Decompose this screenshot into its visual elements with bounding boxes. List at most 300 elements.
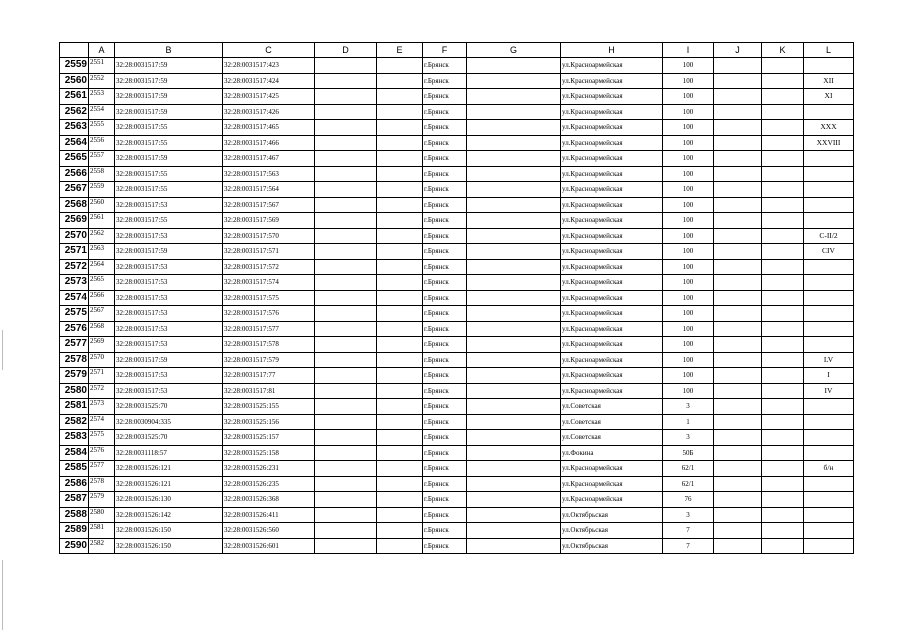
cell-l[interactable] <box>804 197 854 213</box>
cell-j[interactable] <box>714 135 762 151</box>
cell-l[interactable] <box>804 275 854 291</box>
cell-c[interactable]: 32:28:0031517:578 <box>223 337 315 353</box>
cell-l[interactable]: LV <box>804 352 854 368</box>
cell-a[interactable]: 2575 <box>89 430 115 446</box>
cell-f[interactable]: г.Брянск <box>423 104 467 120</box>
cell-i[interactable]: 7 <box>663 538 714 554</box>
cell-f[interactable]: г.Брянск <box>423 321 467 337</box>
cell-h[interactable]: ул.Красноармейская <box>561 290 663 306</box>
cell-i[interactable]: 100 <box>663 58 714 74</box>
cell-h[interactable]: ул.Красноармейская <box>561 166 663 182</box>
cell-k[interactable] <box>762 259 804 275</box>
cell-a[interactable]: 2577 <box>89 461 115 477</box>
cell-l[interactable] <box>804 492 854 508</box>
cell-j[interactable] <box>714 120 762 136</box>
cell-d[interactable] <box>315 58 377 74</box>
column-header-b[interactable]: B <box>115 43 223 58</box>
cell-e[interactable] <box>377 120 423 136</box>
cell-h[interactable]: ул.Красноармейская <box>561 213 663 229</box>
cell-b[interactable]: 32:28:0031517:53 <box>115 383 223 399</box>
row-number[interactable]: 2564 <box>60 135 89 151</box>
cell-l[interactable] <box>804 166 854 182</box>
cell-d[interactable] <box>315 89 377 105</box>
cell-g[interactable] <box>467 89 561 105</box>
cell-d[interactable] <box>315 538 377 554</box>
cell-h[interactable]: ул.Красноармейская <box>561 244 663 260</box>
cell-h[interactable]: ул.Красноармейская <box>561 151 663 167</box>
cell-l[interactable]: C-II/2 <box>804 228 854 244</box>
cell-b[interactable]: 32:28:0031517:59 <box>115 89 223 105</box>
cell-i[interactable]: 100 <box>663 135 714 151</box>
cell-e[interactable] <box>377 151 423 167</box>
cell-f[interactable]: г.Брянск <box>423 352 467 368</box>
cell-g[interactable] <box>467 104 561 120</box>
cell-g[interactable] <box>467 321 561 337</box>
cell-c[interactable]: 32:28:0031526:231 <box>223 461 315 477</box>
cell-l[interactable]: I <box>804 368 854 384</box>
cell-a[interactable]: 2574 <box>89 414 115 430</box>
cell-i[interactable]: 100 <box>663 321 714 337</box>
cell-l[interactable]: XI <box>804 89 854 105</box>
cell-h[interactable]: ул.Красноармейская <box>561 120 663 136</box>
row-number[interactable]: 2569 <box>60 213 89 229</box>
cell-k[interactable] <box>762 352 804 368</box>
cell-f[interactable]: г.Брянск <box>423 507 467 523</box>
cell-g[interactable] <box>467 461 561 477</box>
cell-j[interactable] <box>714 73 762 89</box>
cell-b[interactable]: 32:28:0031517:53 <box>115 368 223 384</box>
cell-a[interactable]: 2571 <box>89 368 115 384</box>
cell-k[interactable] <box>762 476 804 492</box>
cell-i[interactable]: 7 <box>663 523 714 539</box>
cell-f[interactable]: г.Брянск <box>423 383 467 399</box>
cell-h[interactable]: ул.Красноармейская <box>561 275 663 291</box>
cell-a[interactable]: 2554 <box>89 104 115 120</box>
cell-b[interactable]: 32:28:0031526:142 <box>115 507 223 523</box>
cell-c[interactable]: 32:28:0031526:235 <box>223 476 315 492</box>
cell-c[interactable]: 32:28:0031517:424 <box>223 73 315 89</box>
cell-l[interactable] <box>804 290 854 306</box>
cell-h[interactable]: ул.Советская <box>561 399 663 415</box>
cell-a[interactable]: 2551 <box>89 58 115 74</box>
cell-i[interactable]: 100 <box>663 275 714 291</box>
cell-d[interactable] <box>315 492 377 508</box>
cell-a[interactable]: 2556 <box>89 135 115 151</box>
row-number[interactable]: 2568 <box>60 197 89 213</box>
cell-d[interactable] <box>315 352 377 368</box>
cell-h[interactable]: ул.Красноармейская <box>561 58 663 74</box>
cell-e[interactable] <box>377 58 423 74</box>
row-number[interactable]: 2582 <box>60 414 89 430</box>
row-number[interactable]: 2586 <box>60 476 89 492</box>
row-number[interactable]: 2585 <box>60 461 89 477</box>
cell-l[interactable] <box>804 445 854 461</box>
row-number[interactable]: 2578 <box>60 352 89 368</box>
row-number[interactable]: 2589 <box>60 523 89 539</box>
cell-j[interactable] <box>714 213 762 229</box>
cell-f[interactable]: г.Брянск <box>423 166 467 182</box>
cell-b[interactable]: 32:28:0031525:70 <box>115 430 223 446</box>
cell-i[interactable]: 100 <box>663 151 714 167</box>
cell-g[interactable] <box>467 337 561 353</box>
cell-j[interactable] <box>714 399 762 415</box>
cell-g[interactable] <box>467 445 561 461</box>
cell-c[interactable]: 32:28:0031517:563 <box>223 166 315 182</box>
cell-g[interactable] <box>467 523 561 539</box>
cell-a[interactable]: 2581 <box>89 523 115 539</box>
cell-f[interactable]: г.Брянск <box>423 182 467 198</box>
cell-e[interactable] <box>377 259 423 275</box>
cell-k[interactable] <box>762 445 804 461</box>
cell-i[interactable]: 100 <box>663 306 714 322</box>
cell-d[interactable] <box>315 166 377 182</box>
column-header-j[interactable]: J <box>714 43 762 58</box>
cell-g[interactable] <box>467 166 561 182</box>
cell-i[interactable]: 100 <box>663 368 714 384</box>
cell-g[interactable] <box>467 290 561 306</box>
cell-k[interactable] <box>762 523 804 539</box>
cell-d[interactable] <box>315 228 377 244</box>
cell-k[interactable] <box>762 89 804 105</box>
cell-b[interactable]: 32:28:0031526:150 <box>115 523 223 539</box>
cell-k[interactable] <box>762 383 804 399</box>
row-number[interactable]: 2584 <box>60 445 89 461</box>
corner-header[interactable] <box>60 43 89 58</box>
cell-j[interactable] <box>714 507 762 523</box>
cell-g[interactable] <box>467 197 561 213</box>
cell-a[interactable]: 2582 <box>89 538 115 554</box>
cell-j[interactable] <box>714 461 762 477</box>
cell-h[interactable]: ул.Красноармейская <box>561 228 663 244</box>
cell-d[interactable] <box>315 135 377 151</box>
cell-f[interactable]: г.Брянск <box>423 89 467 105</box>
cell-b[interactable]: 32:28:0031517:55 <box>115 166 223 182</box>
cell-e[interactable] <box>377 275 423 291</box>
cell-d[interactable] <box>315 182 377 198</box>
cell-c[interactable]: 32:28:0031517:466 <box>223 135 315 151</box>
row-number[interactable]: 2562 <box>60 104 89 120</box>
cell-h[interactable]: ул.Октябрьская <box>561 507 663 523</box>
cell-l[interactable] <box>804 399 854 415</box>
cell-k[interactable] <box>762 244 804 260</box>
cell-d[interactable] <box>315 430 377 446</box>
cell-b[interactable]: 32:28:0031517:53 <box>115 259 223 275</box>
cell-g[interactable] <box>467 476 561 492</box>
cell-c[interactable]: 32:28:0031517:575 <box>223 290 315 306</box>
cell-g[interactable] <box>467 399 561 415</box>
cell-l[interactable] <box>804 182 854 198</box>
row-number[interactable]: 2588 <box>60 507 89 523</box>
cell-c[interactable]: 32:28:0031526:601 <box>223 538 315 554</box>
row-number[interactable]: 2574 <box>60 290 89 306</box>
cell-g[interactable] <box>467 151 561 167</box>
cell-b[interactable]: 32:28:0031517:59 <box>115 58 223 74</box>
cell-k[interactable] <box>762 492 804 508</box>
column-header-f[interactable]: F <box>423 43 467 58</box>
cell-d[interactable] <box>315 290 377 306</box>
cell-l[interactable]: б/н <box>804 461 854 477</box>
cell-j[interactable] <box>714 244 762 260</box>
cell-b[interactable]: 32:28:0031517:53 <box>115 337 223 353</box>
cell-k[interactable] <box>762 182 804 198</box>
cell-d[interactable] <box>315 104 377 120</box>
cell-b[interactable]: 32:28:0031517:59 <box>115 73 223 89</box>
row-number[interactable]: 2577 <box>60 337 89 353</box>
cell-b[interactable]: 32:28:0031517:53 <box>115 321 223 337</box>
column-header-d[interactable]: D <box>315 43 377 58</box>
cell-i[interactable]: 100 <box>663 228 714 244</box>
cell-a[interactable]: 2553 <box>89 89 115 105</box>
cell-j[interactable] <box>714 182 762 198</box>
cell-a[interactable]: 2564 <box>89 259 115 275</box>
cell-g[interactable] <box>467 306 561 322</box>
cell-g[interactable] <box>467 120 561 136</box>
cell-d[interactable] <box>315 151 377 167</box>
cell-a[interactable]: 2573 <box>89 399 115 415</box>
cell-i[interactable]: 100 <box>663 120 714 136</box>
cell-e[interactable] <box>377 244 423 260</box>
cell-b[interactable]: 32:28:0031517:53 <box>115 228 223 244</box>
cell-f[interactable]: г.Брянск <box>423 368 467 384</box>
cell-g[interactable] <box>467 244 561 260</box>
cell-k[interactable] <box>762 461 804 477</box>
cell-g[interactable] <box>467 414 561 430</box>
cell-h[interactable]: ул.Красноармейская <box>561 321 663 337</box>
cell-g[interactable] <box>467 213 561 229</box>
row-number[interactable]: 2561 <box>60 89 89 105</box>
row-number[interactable]: 2570 <box>60 228 89 244</box>
cell-e[interactable] <box>377 290 423 306</box>
cell-c[interactable]: 32:28:0031517:571 <box>223 244 315 260</box>
cell-b[interactable]: 32:28:0031517:53 <box>115 197 223 213</box>
cell-c[interactable]: 32:28:0031517:574 <box>223 275 315 291</box>
cell-j[interactable] <box>714 368 762 384</box>
cell-b[interactable]: 32:28:0031517:53 <box>115 306 223 322</box>
cell-b[interactable]: 32:28:0031517:55 <box>115 213 223 229</box>
cell-j[interactable] <box>714 414 762 430</box>
cell-f[interactable]: г.Брянск <box>423 399 467 415</box>
row-number[interactable]: 2583 <box>60 430 89 446</box>
cell-b[interactable]: 32:28:0031517:59 <box>115 352 223 368</box>
cell-c[interactable]: 32:28:0031517:564 <box>223 182 315 198</box>
cell-h[interactable]: ул.Октябрьская <box>561 523 663 539</box>
cell-l[interactable] <box>804 523 854 539</box>
cell-e[interactable] <box>377 538 423 554</box>
cell-k[interactable] <box>762 213 804 229</box>
cell-a[interactable]: 2559 <box>89 182 115 198</box>
cell-f[interactable]: г.Брянск <box>423 275 467 291</box>
row-number[interactable]: 2580 <box>60 383 89 399</box>
cell-h[interactable]: ул.Красноармейская <box>561 492 663 508</box>
cell-c[interactable]: 32:28:0031517:426 <box>223 104 315 120</box>
cell-c[interactable]: 32:28:0031517:572 <box>223 259 315 275</box>
cell-h[interactable]: ул.Красноармейская <box>561 73 663 89</box>
cell-e[interactable] <box>377 507 423 523</box>
cell-g[interactable] <box>467 368 561 384</box>
row-number[interactable]: 2566 <box>60 166 89 182</box>
row-number[interactable]: 2565 <box>60 151 89 167</box>
cell-e[interactable] <box>377 476 423 492</box>
cell-e[interactable] <box>377 228 423 244</box>
cell-i[interactable]: 100 <box>663 182 714 198</box>
cell-d[interactable] <box>315 120 377 136</box>
row-number[interactable]: 2567 <box>60 182 89 198</box>
cell-b[interactable]: 32:28:0031526:150 <box>115 538 223 554</box>
cell-g[interactable] <box>467 352 561 368</box>
cell-b[interactable]: 32:28:0031517:59 <box>115 151 223 167</box>
row-number[interactable]: 2560 <box>60 73 89 89</box>
cell-k[interactable] <box>762 73 804 89</box>
cell-a[interactable]: 2562 <box>89 228 115 244</box>
cell-b[interactable]: 32:28:0031526:121 <box>115 476 223 492</box>
cell-j[interactable] <box>714 197 762 213</box>
cell-j[interactable] <box>714 352 762 368</box>
cell-g[interactable] <box>467 275 561 291</box>
cell-i[interactable]: 100 <box>663 197 714 213</box>
cell-f[interactable]: г.Брянск <box>423 290 467 306</box>
cell-i[interactable]: 62/1 <box>663 476 714 492</box>
cell-e[interactable] <box>377 368 423 384</box>
cell-l[interactable] <box>804 151 854 167</box>
row-number[interactable]: 2587 <box>60 492 89 508</box>
cell-l[interactable]: IV <box>804 383 854 399</box>
cell-i[interactable]: 100 <box>663 259 714 275</box>
cell-j[interactable] <box>714 538 762 554</box>
cell-k[interactable] <box>762 368 804 384</box>
cell-g[interactable] <box>467 135 561 151</box>
cell-j[interactable] <box>714 337 762 353</box>
cell-h[interactable]: ул.Красноармейская <box>561 461 663 477</box>
cell-g[interactable] <box>467 259 561 275</box>
cell-l[interactable]: XXVIII <box>804 135 854 151</box>
cell-e[interactable] <box>377 166 423 182</box>
cell-b[interactable]: 32:28:0031517:53 <box>115 290 223 306</box>
cell-e[interactable] <box>377 461 423 477</box>
cell-c[interactable]: 32:28:0031517:467 <box>223 151 315 167</box>
cell-g[interactable] <box>467 383 561 399</box>
cell-c[interactable]: 32:28:0031525:156 <box>223 414 315 430</box>
column-header-h[interactable]: H <box>561 43 663 58</box>
cell-k[interactable] <box>762 275 804 291</box>
cell-k[interactable] <box>762 538 804 554</box>
cell-e[interactable] <box>377 492 423 508</box>
cell-d[interactable] <box>315 306 377 322</box>
cell-e[interactable] <box>377 104 423 120</box>
cell-j[interactable] <box>714 166 762 182</box>
cell-j[interactable] <box>714 58 762 74</box>
cell-k[interactable] <box>762 399 804 415</box>
cell-d[interactable] <box>315 523 377 539</box>
cell-e[interactable] <box>377 197 423 213</box>
cell-d[interactable] <box>315 368 377 384</box>
cell-i[interactable]: 100 <box>663 213 714 229</box>
cell-d[interactable] <box>315 259 377 275</box>
column-header-g[interactable]: G <box>467 43 561 58</box>
cell-a[interactable]: 2570 <box>89 352 115 368</box>
cell-l[interactable] <box>804 104 854 120</box>
cell-b[interactable]: 32:28:0031517:55 <box>115 182 223 198</box>
cell-k[interactable] <box>762 135 804 151</box>
cell-f[interactable]: г.Брянск <box>423 461 467 477</box>
cell-a[interactable]: 2557 <box>89 151 115 167</box>
cell-e[interactable] <box>377 73 423 89</box>
cell-h[interactable]: ул.Красноармейская <box>561 306 663 322</box>
cell-f[interactable]: г.Брянск <box>423 151 467 167</box>
cell-j[interactable] <box>714 89 762 105</box>
cell-a[interactable]: 2580 <box>89 507 115 523</box>
cell-h[interactable]: ул.Советская <box>561 430 663 446</box>
column-header-i[interactable]: I <box>663 43 714 58</box>
cell-e[interactable] <box>377 430 423 446</box>
cell-c[interactable]: 32:28:0031517:423 <box>223 58 315 74</box>
cell-e[interactable] <box>377 89 423 105</box>
row-number[interactable]: 2579 <box>60 368 89 384</box>
cell-g[interactable] <box>467 58 561 74</box>
cell-d[interactable] <box>315 73 377 89</box>
cell-a[interactable]: 2552 <box>89 73 115 89</box>
cell-h[interactable]: ул.Красноармейская <box>561 352 663 368</box>
cell-j[interactable] <box>714 492 762 508</box>
cell-f[interactable]: г.Брянск <box>423 244 467 260</box>
row-number[interactable]: 2559 <box>60 58 89 74</box>
cell-h[interactable]: ул.Красноармейская <box>561 383 663 399</box>
cell-j[interactable] <box>714 290 762 306</box>
cell-i[interactable]: 62/1 <box>663 461 714 477</box>
cell-k[interactable] <box>762 507 804 523</box>
cell-i[interactable]: 100 <box>663 73 714 89</box>
cell-h[interactable]: ул.Октябрьская <box>561 538 663 554</box>
cell-e[interactable] <box>377 399 423 415</box>
cell-l[interactable]: XII <box>804 73 854 89</box>
cell-k[interactable] <box>762 290 804 306</box>
cell-i[interactable]: 3 <box>663 399 714 415</box>
cell-i[interactable]: 76 <box>663 492 714 508</box>
cell-d[interactable] <box>315 337 377 353</box>
cell-d[interactable] <box>315 476 377 492</box>
cell-l[interactable] <box>804 213 854 229</box>
cell-c[interactable]: 32:28:0031525:157 <box>223 430 315 446</box>
row-number[interactable]: 2571 <box>60 244 89 260</box>
cell-i[interactable]: 100 <box>663 290 714 306</box>
cell-b[interactable]: 32:28:0031517:55 <box>115 135 223 151</box>
cell-a[interactable]: 2572 <box>89 383 115 399</box>
cell-e[interactable] <box>377 213 423 229</box>
cell-e[interactable] <box>377 352 423 368</box>
row-number[interactable]: 2576 <box>60 321 89 337</box>
cell-i[interactable]: 100 <box>663 244 714 260</box>
cell-k[interactable] <box>762 306 804 322</box>
cell-c[interactable]: 32:28:0031517:570 <box>223 228 315 244</box>
cell-f[interactable]: г.Брянск <box>423 306 467 322</box>
cell-b[interactable]: 32:28:0031517:53 <box>115 275 223 291</box>
cell-j[interactable] <box>714 104 762 120</box>
column-header-e[interactable]: E <box>377 43 423 58</box>
cell-g[interactable] <box>467 182 561 198</box>
cell-d[interactable] <box>315 507 377 523</box>
cell-d[interactable] <box>315 399 377 415</box>
cell-c[interactable]: 32:28:0031517:567 <box>223 197 315 213</box>
cell-f[interactable]: г.Брянск <box>423 120 467 136</box>
cell-c[interactable]: 32:28:0031517:579 <box>223 352 315 368</box>
row-number[interactable]: 2575 <box>60 306 89 322</box>
cell-c[interactable]: 32:28:0031526:560 <box>223 523 315 539</box>
cell-k[interactable] <box>762 104 804 120</box>
cell-a[interactable]: 2569 <box>89 337 115 353</box>
cell-i[interactable]: 100 <box>663 352 714 368</box>
cell-a[interactable]: 2558 <box>89 166 115 182</box>
cell-l[interactable] <box>804 476 854 492</box>
cell-j[interactable] <box>714 275 762 291</box>
